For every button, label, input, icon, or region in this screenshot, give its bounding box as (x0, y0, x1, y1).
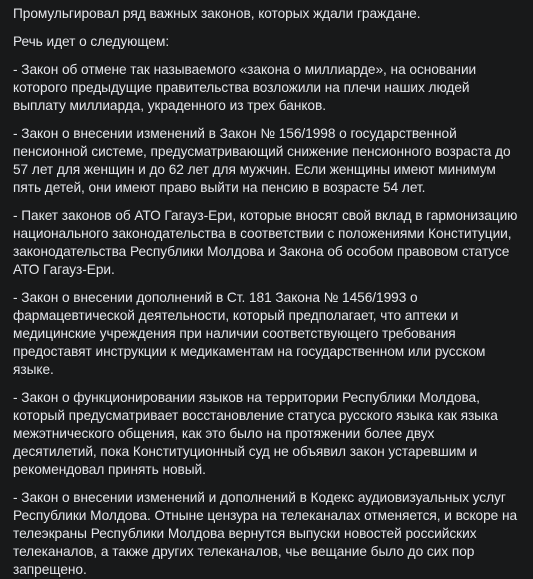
law-item-languages: - Закон о функционировании языков на территории Республики Молдова, который предусматривает восстановление статуса русского языка как языка межэтнического общения, как это было на протяжении более двух десятилетий, пока Конституционный суд не объявил закон устаревшим и рекомендовал принять новый. (13, 390, 498, 477)
law-item-pension: - Закон о внесении изменений в Закон № 156/1998 о государственной пенсионной системе, предусматривающий снижение пенсионного возраста до 57 лет для женщин и до 62 лет для мужчин. Если женщины имеют минимум пять детей, они имеют право выйти на пенсию в возрасте 54 лет. (13, 126, 511, 195)
law-item-gagauz: - Пакет законов об АТО Гагауз-Ери, которые вносят свой вклад в гармонизацию национального законодательства в соответствии с положениями Конституции, законодательства Республики Молдова и Закона об особом правовом статусе АТО Гагауз-Ери. (13, 208, 518, 277)
post-lead: Речь идет о следующем: (13, 34, 170, 49)
law-item-audiovisual: - Закон о внесении изменений и дополнений в Кодекс аудиовизуальных услуг Республики Молдова. Отныне цензура на телеканалах отменяется, и вскоре на телеэкраны Республики Молдова вернутся выпуски новостей российских телеканалов, а также других телеканалов, чье вещание было до сих пор запрещено. (13, 490, 518, 577)
post-intro: Промульгировал ряд важных законов, которых ждали граждане. (13, 6, 421, 21)
law-item-pharmacy: - Закон о внесении дополнений в Ст. 181 Закона № 1456/1993 о фармацевтической деятельности, который предполагает, что аптеки и медицинские учреждения при наличии соответствующего требования предоставят инструкции к медикаментам на государственном или русском языке. (13, 290, 486, 377)
law-item-billion: - Закон об отмене так называемого «закона о миллиарде», на основании которого предыдущие правительства возложили на плечи наших людей выплату миллиарда, украденного из трех банков. (13, 62, 477, 113)
